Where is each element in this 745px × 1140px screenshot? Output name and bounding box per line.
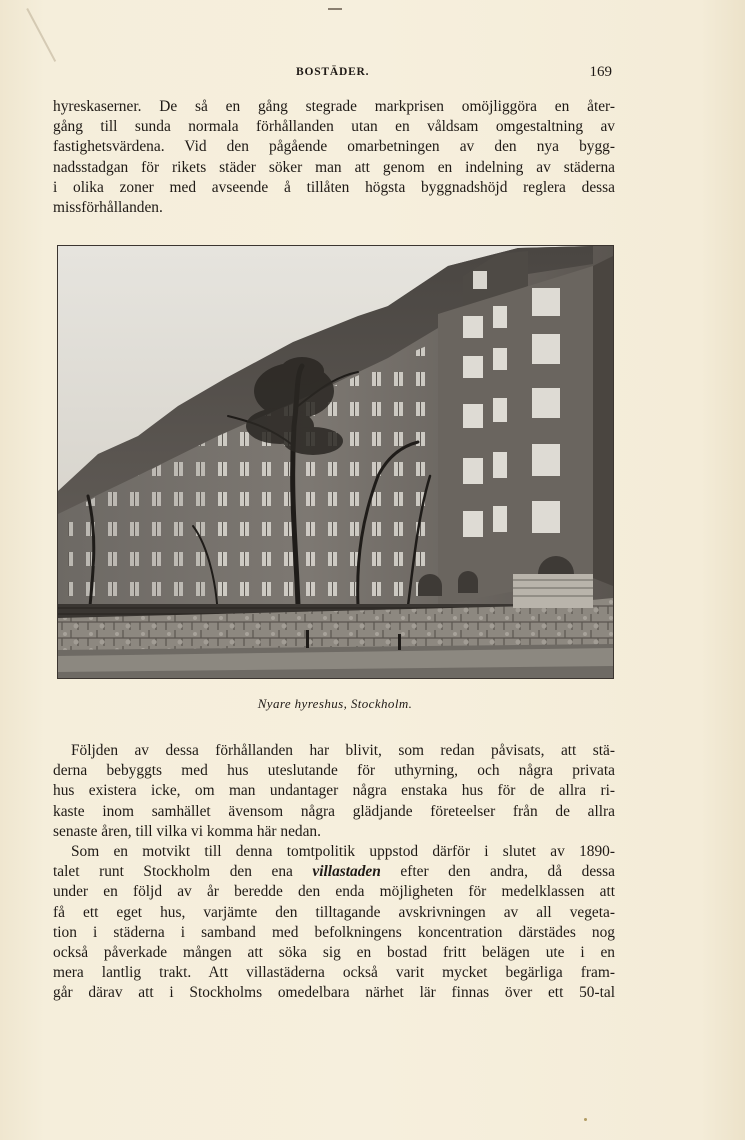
- ink-mark: [328, 8, 342, 10]
- text-line: under en följd av år beredde den enda möjligheten för medelklassen att: [53, 883, 615, 901]
- text-line: hyreskaserner. De så en gång stegrade markprisen omöjliggöra en åter-: [53, 98, 615, 115]
- text-line: gång till sunda normala förhållanden utan en våldsam omgestaltning av: [53, 118, 615, 136]
- text-line: tion i städerna i samband med befolkningens koncentration därstädes nog: [53, 923, 615, 941]
- text-line: fastighetsvärdena. Vid den pågående omarbetningen av den nya bygg-: [53, 138, 615, 156]
- text-fragment: efter den andra, då dessa: [380, 863, 615, 881]
- running-head: BOSTÄDER.: [296, 66, 370, 78]
- text-line: mera lantlig trakt. Att villastäderna också varit mycket begärliga fram-: [53, 964, 615, 982]
- emphasized-term: villastaden: [312, 863, 381, 881]
- text-line: kaste inom samhället ävensom några glädjande företeelser från de allra: [53, 802, 615, 820]
- text-line: Följden av dessa förhållanden har blivit, som redan påvisats, att stä-: [71, 742, 615, 759]
- text-line: Som en motvikt till denna tomtpolitik uppstod därför i slutet av 1890-: [71, 843, 615, 860]
- apartment-building-photo: [58, 246, 613, 678]
- paragraph-two: [53, 842, 615, 1004]
- text-line: [53, 862, 615, 882]
- text-line: nadsstadgan för rikets städer söker man att genom en indelning av städerna: [53, 158, 615, 176]
- page-number: 169: [589, 64, 612, 80]
- text-line: derna bebyggts med hus uteslutande för uthyrning, och några privata: [53, 762, 615, 780]
- paper-speck: [584, 1118, 587, 1121]
- text-line: missförhållanden.: [53, 199, 163, 217]
- text-line: hus existera icke, om man undantager några enstaka hus för de allra ri-: [53, 782, 615, 800]
- paper-crease: [26, 8, 56, 62]
- text-line: få ett eget hus, varjämte den tilltagande avskrivningen av all vegeta-: [53, 903, 615, 921]
- figure-caption: Nyare hyreshus, Stockholm.: [257, 696, 413, 711]
- paragraph-top: [53, 97, 615, 218]
- text-fragment: talet runt Stockholm den ena: [53, 863, 313, 881]
- text-line: går därav att i Stockholms omedelbara närhet lär finnas över ett 50-tal: [53, 984, 615, 1002]
- text-line: i olika zoner med avseende å tillåten högsta byggnadshöjd reglera dessa: [53, 178, 615, 196]
- paragraph-one: [53, 741, 615, 842]
- text-line: också påverkade mången att söka sig en bostad fritt belägen ute i en: [53, 944, 615, 962]
- text-line: senaste åren, till vilka vi komma här nedan.: [53, 822, 321, 840]
- page-header: [296, 64, 616, 84]
- building-photograph: [57, 245, 614, 679]
